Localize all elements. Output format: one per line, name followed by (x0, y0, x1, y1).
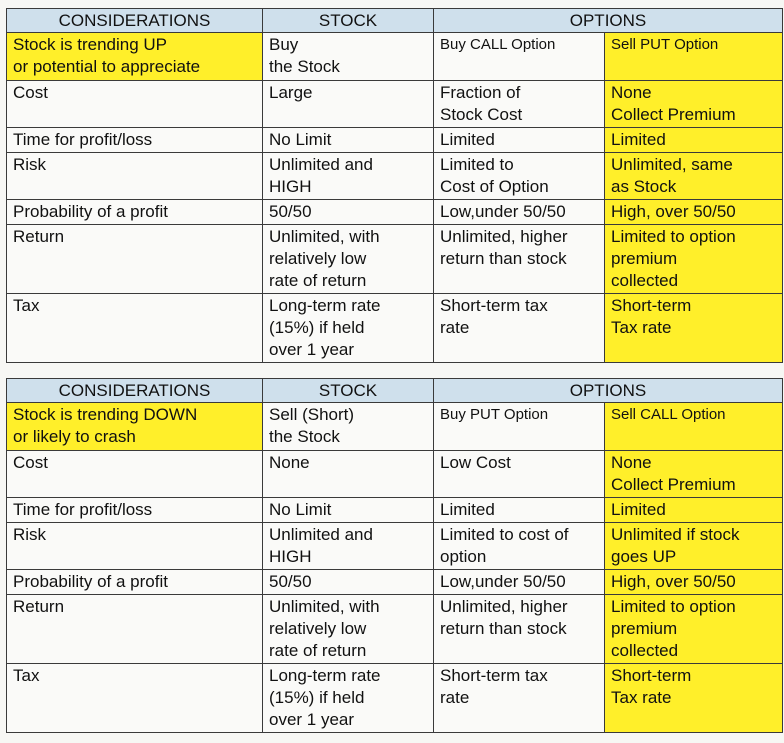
row-option-b: None Collect Premium (605, 451, 783, 498)
scenario-row (7, 33, 783, 81)
row-consideration: Probability of a profit (7, 570, 263, 595)
row-consideration: Time for profit/loss (7, 128, 263, 153)
row-option-a: Low Cost (434, 451, 605, 498)
table-row (7, 664, 783, 733)
row-consideration: Probability of a profit (7, 200, 263, 225)
scenario-stock-action: Sell (Short) the Stock (263, 403, 434, 451)
row-option-b: High, over 50/50 (605, 570, 783, 595)
row-consideration: Return (7, 225, 263, 294)
scenario-stock-action: Buy the Stock (263, 33, 434, 81)
table-header-row (7, 379, 783, 403)
scenario-row (7, 403, 783, 451)
row-consideration: Risk (7, 153, 263, 200)
row-stock: Long-term rate (15%) if held over 1 year (263, 294, 434, 363)
comparison-table-trending-up (6, 8, 783, 363)
row-option-b: Short-term Tax rate (605, 294, 783, 363)
row-stock: Unlimited, with relatively low rate of return (263, 595, 434, 664)
scenario-consideration: Stock is trending UP or potential to appreciate (7, 33, 263, 81)
row-option-a: Limited (434, 128, 605, 153)
row-consideration: Cost (7, 81, 263, 128)
row-option-b: Limited to option premium collected (605, 595, 783, 664)
table-row (7, 153, 783, 200)
row-option-b: Limited (605, 498, 783, 523)
row-consideration: Tax (7, 294, 263, 363)
row-option-a: Fraction of Stock Cost (434, 81, 605, 128)
table-row (7, 225, 783, 294)
header-options: OPTIONS (434, 9, 783, 33)
row-option-b: Limited (605, 128, 783, 153)
row-option-a: Short-term tax rate (434, 294, 605, 363)
table-row (7, 128, 783, 153)
row-stock: Unlimited and HIGH (263, 523, 434, 570)
row-option-b: Limited to option premium collected (605, 225, 783, 294)
row-option-a: Unlimited, higher return than stock (434, 595, 605, 664)
scenario-option-b: Sell CALL Option (605, 403, 783, 451)
row-option-b: High, over 50/50 (605, 200, 783, 225)
table-row (7, 523, 783, 570)
row-stock: No Limit (263, 498, 434, 523)
row-option-b: None Collect Premium (605, 81, 783, 128)
scenario-option-a: Buy CALL Option (434, 33, 605, 81)
header-stock: STOCK (263, 9, 434, 33)
header-considerations: CONSIDERATIONS (7, 9, 263, 33)
table-row (7, 294, 783, 363)
row-option-b: Unlimited if stock goes UP (605, 523, 783, 570)
row-consideration: Tax (7, 664, 263, 733)
row-option-a: Limited to cost of option (434, 523, 605, 570)
scenario-consideration: Stock is trending DOWN or likely to crash (7, 403, 263, 451)
table-row (7, 595, 783, 664)
table-row (7, 81, 783, 128)
table-header-row (7, 9, 783, 33)
row-consideration: Return (7, 595, 263, 664)
row-option-a: Low,under 50/50 (434, 200, 605, 225)
row-option-a: Unlimited, higher return than stock (434, 225, 605, 294)
row-stock: None (263, 451, 434, 498)
row-consideration: Time for profit/loss (7, 498, 263, 523)
row-option-a: Short-term tax rate (434, 664, 605, 733)
table-row (7, 451, 783, 498)
comparison-table-trending-down (6, 378, 783, 733)
header-considerations: CONSIDERATIONS (7, 379, 263, 403)
row-stock: Large (263, 81, 434, 128)
row-stock: Unlimited, with relatively low rate of return (263, 225, 434, 294)
row-option-b: Unlimited, same as Stock (605, 153, 783, 200)
scenario-option-a: Buy PUT Option (434, 403, 605, 451)
scenario-option-b: Sell PUT Option (605, 33, 783, 81)
table-row (7, 498, 783, 523)
table-row (7, 200, 783, 225)
header-stock: STOCK (263, 379, 434, 403)
row-option-a: Limited to Cost of Option (434, 153, 605, 200)
row-stock: 50/50 (263, 200, 434, 225)
row-consideration: Cost (7, 451, 263, 498)
row-option-b: Short-term Tax rate (605, 664, 783, 733)
row-option-a: Limited (434, 498, 605, 523)
row-stock: No Limit (263, 128, 434, 153)
row-option-a: Low,under 50/50 (434, 570, 605, 595)
table-row (7, 570, 783, 595)
header-options: OPTIONS (434, 379, 783, 403)
row-stock: Unlimited and HIGH (263, 153, 434, 200)
row-stock: Long-term rate (15%) if held over 1 year (263, 664, 434, 733)
row-consideration: Risk (7, 523, 263, 570)
row-stock: 50/50 (263, 570, 434, 595)
